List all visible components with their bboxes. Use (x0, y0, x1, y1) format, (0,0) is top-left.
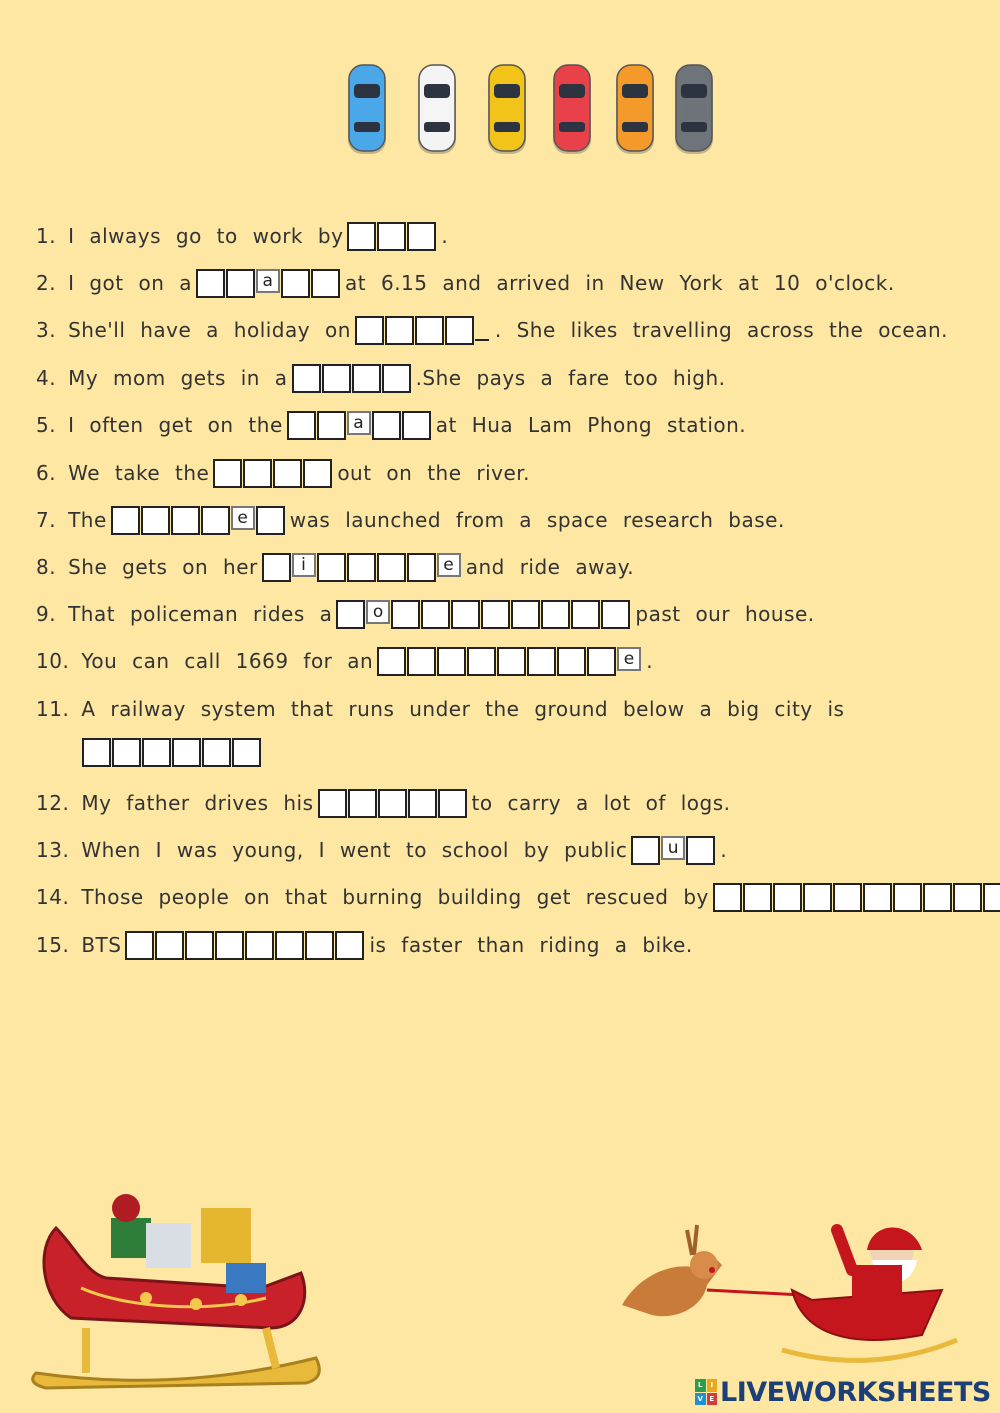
question-number: 11. (36, 697, 70, 721)
answer-letter-boxes (318, 789, 468, 818)
question-text: I always go to work by (68, 224, 344, 248)
answer-letter-boxes (196, 269, 341, 298)
liveworksheets-logo-icon (695, 1379, 717, 1405)
question-text: She gets on her (68, 555, 258, 579)
letter-input-box[interactable] (347, 553, 376, 582)
question-11 (36, 692, 844, 726)
question-number: 8. (36, 555, 57, 579)
logo-mark-letter: L (695, 1379, 706, 1392)
question-text: at Hua Lam Phong station. (435, 413, 747, 437)
letter-input-box[interactable] (226, 269, 255, 298)
question-text: I often get on the (68, 413, 283, 437)
car-row-illustration (345, 62, 717, 162)
car-icon (345, 62, 389, 158)
question-text: My father drives his (81, 791, 314, 815)
letter-input-box[interactable] (415, 316, 444, 345)
car-icon (670, 62, 718, 158)
letter-input-box[interactable] (601, 600, 630, 629)
question-text: You can call 1669 for an (81, 649, 374, 673)
letter-input-box[interactable] (142, 738, 171, 767)
letter-input-box[interactable] (893, 883, 922, 912)
answer-letter-boxes (82, 738, 262, 767)
question-text: That policeman rides a (68, 602, 333, 626)
answer-letter-boxes (125, 931, 365, 960)
letter-input-box[interactable] (125, 931, 154, 960)
letter-input-box[interactable] (243, 459, 272, 488)
question-text: is faster than riding a bike. (369, 933, 693, 957)
letter-input-box[interactable] (451, 600, 480, 629)
letter-input-box[interactable] (196, 269, 225, 298)
letter-input-box[interactable] (743, 883, 772, 912)
letter-input-box[interactable] (557, 647, 586, 676)
letter-input-box[interactable] (382, 364, 411, 393)
given-letter-box: e (231, 506, 255, 530)
question-text: . (646, 649, 654, 673)
question-text: A railway system that runs under the ground below a big city is (81, 697, 845, 721)
letter-input-box[interactable] (305, 931, 334, 960)
question-9 (36, 597, 815, 631)
answer-letter-boxes (631, 836, 716, 865)
letter-input-box[interactable] (407, 222, 436, 251)
letter-input-box[interactable] (355, 316, 384, 345)
given-letter-box: e (437, 553, 461, 577)
letter-input-box[interactable] (571, 600, 600, 629)
letter-input-box[interactable] (773, 883, 802, 912)
question-text: BTS (81, 933, 122, 957)
question-text: She'll have a holiday on (68, 318, 351, 342)
question-text: The (68, 508, 107, 532)
letter-input-box[interactable] (292, 364, 321, 393)
question-number: 2. (36, 271, 57, 295)
letter-input-box[interactable] (336, 600, 365, 629)
letter-input-box[interactable] (541, 600, 570, 629)
letter-input-box[interactable] (202, 738, 231, 767)
question-number: 14. (36, 885, 70, 909)
letter-input-box[interactable] (287, 411, 316, 440)
question-number: 6. (36, 461, 57, 485)
gift-sleigh-illustration (26, 1188, 326, 1398)
question-text: and ride away. (465, 555, 635, 579)
question-8 (36, 550, 634, 584)
letter-input-box[interactable] (317, 553, 346, 582)
letter-input-box[interactable] (407, 647, 436, 676)
letter-input-box[interactable] (377, 553, 406, 582)
blank-underline (475, 319, 489, 341)
question-text: to carry a lot of logs. (471, 791, 731, 815)
question-number: 1. (36, 224, 57, 248)
question-15 (36, 928, 693, 962)
question-text: . (441, 224, 449, 248)
question-text: was launched from a space research base. (289, 508, 785, 532)
question-text: We take the (68, 461, 210, 485)
letter-input-box[interactable] (318, 789, 347, 818)
question-7 (36, 503, 785, 537)
car-icon (485, 62, 529, 158)
letter-input-box[interactable] (201, 506, 230, 535)
letter-input-box[interactable] (347, 222, 376, 251)
question-number: 7. (36, 508, 57, 532)
question-text: . (720, 838, 728, 862)
car-icon (550, 62, 594, 158)
question-3 (36, 313, 948, 347)
answer-letter-boxes (377, 647, 642, 676)
letter-input-box[interactable] (335, 931, 364, 960)
letter-input-box[interactable] (262, 553, 291, 582)
question-number: 9. (36, 602, 57, 626)
letter-input-box[interactable] (171, 506, 200, 535)
letter-input-box[interactable] (256, 506, 285, 535)
car-icon (613, 62, 657, 158)
question-number: 3. (36, 318, 57, 342)
letter-input-box[interactable] (112, 738, 141, 767)
car-icon (415, 62, 459, 158)
letter-input-box[interactable] (317, 411, 346, 440)
letter-input-box[interactable] (803, 883, 832, 912)
letter-input-box[interactable] (275, 931, 304, 960)
answer-letter-boxes (213, 459, 333, 488)
letter-input-box[interactable] (953, 883, 982, 912)
question-5 (36, 408, 746, 442)
letter-input-box[interactable] (391, 600, 420, 629)
letter-input-box[interactable] (408, 789, 437, 818)
letter-input-box[interactable] (511, 600, 540, 629)
given-letter-box: o (366, 600, 390, 624)
question-text: . She likes travelling across the ocean. (494, 318, 949, 342)
question-14 (36, 880, 1000, 914)
letter-input-box[interactable] (215, 931, 244, 960)
letter-input-box[interactable] (407, 553, 436, 582)
question-text: out on the river. (337, 461, 531, 485)
letter-input-box[interactable] (82, 738, 111, 767)
question-13 (36, 833, 727, 867)
question-number: 5. (36, 413, 57, 437)
question-text: When I was young, I went to school by public (81, 838, 628, 862)
letter-input-box[interactable] (377, 647, 406, 676)
question-number: 12. (36, 791, 70, 815)
letter-input-box[interactable] (378, 789, 407, 818)
given-letter-box: i (292, 553, 316, 577)
letter-input-box[interactable] (348, 789, 377, 818)
letter-input-box[interactable] (631, 836, 660, 865)
question-text: Those people on that burning building get rescued by (81, 885, 709, 909)
letter-input-box[interactable] (497, 647, 526, 676)
given-letter-box: a (347, 411, 371, 435)
letter-input-box[interactable] (833, 883, 862, 912)
question-text: past our house. (635, 602, 815, 626)
given-letter-box: e (617, 647, 641, 671)
question-text: .She pays a fare too high. (415, 366, 726, 390)
letter-input-box[interactable] (111, 506, 140, 535)
letter-input-box[interactable] (303, 459, 332, 488)
question-text: My mom gets in a (68, 366, 288, 390)
logo-text: LIVEWORKSHEETS (720, 1376, 991, 1408)
letter-input-box[interactable] (185, 931, 214, 960)
letter-input-box[interactable] (713, 883, 742, 912)
letter-input-box[interactable] (172, 738, 201, 767)
letter-input-box[interactable] (438, 789, 467, 818)
letter-input-box[interactable] (245, 931, 274, 960)
question-text: at 6.15 and arrived in New York at 10 o'clock. (345, 271, 895, 295)
letter-input-box[interactable] (686, 836, 715, 865)
letter-input-box[interactable] (322, 364, 351, 393)
answer-letter-boxes (111, 506, 286, 535)
letter-input-box[interactable] (273, 459, 302, 488)
letter-input-box[interactable] (983, 883, 1000, 912)
question-1 (36, 219, 448, 253)
question-text: I got on a (68, 271, 193, 295)
letter-input-box[interactable] (587, 647, 616, 676)
letter-input-box[interactable] (372, 411, 401, 440)
answer-letter-boxes (713, 883, 1000, 912)
question-number: 13. (36, 838, 70, 862)
logo-mark-letter: V (695, 1393, 706, 1406)
letter-input-box[interactable] (402, 411, 431, 440)
letter-input-box[interactable] (481, 600, 510, 629)
question-2 (36, 266, 895, 300)
logo-mark-letter: E (707, 1393, 718, 1406)
letter-input-box[interactable] (527, 647, 556, 676)
question-11-answer (78, 735, 266, 769)
question-number: 10. (36, 649, 70, 673)
answer-letter-boxes (336, 600, 631, 629)
letter-input-box[interactable] (437, 647, 466, 676)
logo-mark-letter: I (707, 1379, 718, 1392)
letter-input-box[interactable] (281, 269, 310, 298)
liveworksheets-logo (695, 1377, 991, 1407)
given-letter-box: a (256, 269, 280, 293)
question-number: 4. (36, 366, 57, 390)
letter-input-box[interactable] (352, 364, 381, 393)
answer-letter-boxes (355, 316, 491, 345)
letter-input-box[interactable] (311, 269, 340, 298)
question-10 (36, 644, 653, 678)
question-number: 15. (36, 933, 70, 957)
question-4 (36, 361, 726, 395)
letter-input-box[interactable] (213, 459, 242, 488)
question-12 (36, 786, 731, 820)
given-letter-box: u (661, 836, 685, 860)
answer-letter-boxes (287, 411, 432, 440)
answer-letter-boxes (292, 364, 412, 393)
letter-input-box[interactable] (155, 931, 184, 960)
santa-reindeer-illustration (612, 1210, 962, 1380)
question-6 (36, 456, 530, 490)
letter-input-box[interactable] (377, 222, 406, 251)
letter-input-box[interactable] (445, 316, 474, 345)
answer-letter-boxes (262, 553, 462, 582)
answer-letter-boxes (347, 222, 437, 251)
letter-input-box[interactable] (923, 883, 952, 912)
letter-input-box[interactable] (421, 600, 450, 629)
letter-input-box[interactable] (141, 506, 170, 535)
letter-input-box[interactable] (385, 316, 414, 345)
letter-input-box[interactable] (232, 738, 261, 767)
letter-input-box[interactable] (863, 883, 892, 912)
letter-input-box[interactable] (467, 647, 496, 676)
